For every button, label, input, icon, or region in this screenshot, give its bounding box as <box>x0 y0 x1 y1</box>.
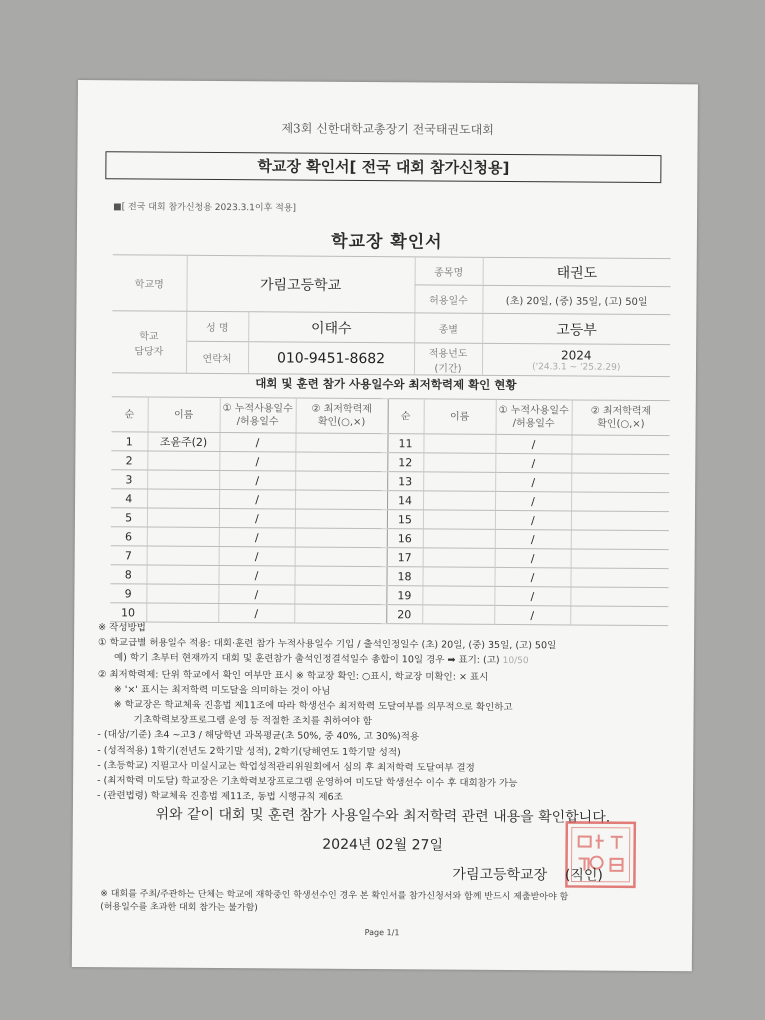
note-4a: ※ 학교장은 학교체육 진흥법 제11조에 따라 학생선수 최저학력 도달여부를 의무적으로 확인하고 <box>113 699 513 714</box>
student-name <box>147 470 219 490</box>
school-name: 가림고등학교 <box>186 255 414 313</box>
days-used: / <box>494 567 570 587</box>
row-number: 5 <box>111 508 147 527</box>
header-days-right-line2: /허용일수 <box>512 418 555 430</box>
row-number: 11 <box>387 434 423 453</box>
days-used: / <box>495 548 571 568</box>
contact-label-line1: 학교 <box>139 330 159 343</box>
name-label: 성 명 <box>186 311 248 341</box>
name-value: 이태수 <box>248 312 414 343</box>
grade-check <box>571 549 669 569</box>
category-value: 고등부 <box>482 313 670 344</box>
student-name <box>422 605 494 625</box>
grade-check <box>295 433 387 453</box>
school-info-table <box>112 254 671 377</box>
days-used: / <box>495 472 571 492</box>
contact-label <box>112 311 186 374</box>
days-used: / <box>219 546 295 566</box>
row-number: 8 <box>110 565 146 584</box>
table-body <box>110 432 669 626</box>
grade-check <box>571 454 669 474</box>
notes-heading: ※ 작성방법 <box>98 622 146 634</box>
student-name <box>147 546 219 566</box>
note-1b-text: 예) 학기 초부터 현재까지 대회 및 훈련참가 출석인정결석일수 총합이 10일 경우 ➡ 표기: (고) <box>113 652 500 667</box>
footer-line-2: (허용일수를 초과한 대회 참가는 불가함) <box>100 902 258 914</box>
row-number: 2 <box>111 451 147 470</box>
header-grade-line2: 확인(○,×) <box>317 416 366 429</box>
footer-line-1: ※ 대회를 주최/주관하는 단체는 학교에 재학중인 학생선수인 경우 본 확인서를 참가신청서와 함께 반드시 제출받아야 함 <box>100 889 569 903</box>
row-number: 12 <box>387 453 423 472</box>
student-name <box>147 489 219 509</box>
grade-check <box>295 509 387 529</box>
row-number: 7 <box>111 546 147 565</box>
student-name <box>147 451 219 471</box>
table-header <box>112 397 670 436</box>
row-number: 20 <box>386 605 422 624</box>
signer-name: 가림고등학교장 <box>452 866 548 884</box>
days-used: / <box>219 527 295 547</box>
days-used: / <box>219 508 295 528</box>
note-7: - (초등학교) 지필고사 미실시교는 학업성적관리위원회에서 심의 후 최저학력 도달여부 결정 <box>97 759 475 774</box>
header-name: 이름 <box>148 397 220 433</box>
row-number: 18 <box>386 567 422 586</box>
grade-check <box>295 452 387 472</box>
row-number: 14 <box>387 491 423 510</box>
student-name <box>423 491 495 511</box>
days-used: / <box>219 451 295 471</box>
student-name <box>423 548 495 568</box>
year-label-line2: (기간) <box>434 362 462 375</box>
grade-check <box>294 566 386 586</box>
note-3: ※ '×' 표시는 최저학력 미도달을 의미하는 것이 아님 <box>113 684 331 697</box>
days-used: / <box>495 510 571 530</box>
student-name <box>423 529 495 549</box>
grade-check <box>571 473 669 493</box>
category-label: 종별 <box>414 313 482 343</box>
event-label: 종목명 <box>415 257 483 285</box>
application-note: ■[ 전국 대회 참가신청용 2023.3.1이후 적용] <box>113 202 297 214</box>
grade-check <box>571 511 669 531</box>
row-number: 13 <box>387 472 423 491</box>
header-grade-right-line1: ② 최저학력제 <box>590 405 652 418</box>
note-5: - (대상/기준) 초4 ~고3 / 해당학년 과목평균(초 50%, 중 40%, 고 30%)적용 <box>97 729 420 743</box>
signer <box>452 864 603 885</box>
row-number: 17 <box>387 548 423 567</box>
year-label <box>414 343 482 375</box>
phone-label: 연락처 <box>186 341 248 373</box>
row-number: 3 <box>111 470 147 489</box>
header-grade-right <box>572 400 670 436</box>
header-days-right <box>496 399 572 435</box>
note-2: ② 최저학력제: 단위 학교에서 확인 여부만 표시 ※ 학교장 확인: ○표시, 학교장 미확인: × 표시 <box>97 668 489 683</box>
student-name: 조윤주(2) <box>147 432 219 452</box>
row-number: 1 <box>111 432 147 451</box>
days-used: / <box>495 453 571 473</box>
header-days <box>220 397 296 433</box>
contact-label-line2: 담당자 <box>134 345 164 358</box>
student-name <box>423 472 495 492</box>
grade-check <box>295 528 387 548</box>
form-title: 학교장 확인서[ 전국 대회 참가신청용] <box>105 151 661 183</box>
year-period: ('24.3.1 ~ '25.2.29) <box>532 361 621 373</box>
footer-note <box>100 888 680 918</box>
allowed-days: (초) 20일, (중) 35일, (고) 50일 <box>482 285 670 314</box>
student-name <box>423 434 495 454</box>
student-name <box>147 508 219 528</box>
header-no-right: 순 <box>388 399 424 434</box>
days-used: / <box>218 565 294 585</box>
year-value: 2024 <box>561 347 592 363</box>
instructions <box>97 620 678 807</box>
school-label: 학교명 <box>112 255 186 312</box>
phone-value: 010-9451-8682 <box>248 342 414 375</box>
note-4b: 기초학력보장프로그램 운영 등 적절한 조치를 취하여야 함 <box>133 714 372 728</box>
grade-check <box>571 492 669 512</box>
note-6: - (성적적용) 1학기(전년도 2학기말 성적), 2학기(당해연도 1학기말 성적) <box>97 744 401 758</box>
student-name <box>146 565 218 585</box>
header-days-right-line1: ① 누적사용일수 <box>498 404 569 417</box>
note-8: - (최저학력 미도달) 학교장은 기초학력보장프로그램 운영하여 미도달 학생선수 이수 후 대회참가 가능 <box>97 775 518 790</box>
grade-check <box>570 568 668 588</box>
participant-table <box>110 396 670 626</box>
grade-check <box>295 471 387 491</box>
student-name <box>423 510 495 530</box>
student-name <box>147 527 219 547</box>
header-grade-line1: ② 최저학력제 <box>311 403 372 416</box>
document-page <box>72 80 698 971</box>
header-days-line1: ① 누적사용일수 <box>222 403 293 415</box>
days-used: / <box>218 603 294 623</box>
student-name <box>422 586 494 606</box>
grade-check <box>571 530 669 550</box>
header-grade-right-line2: 확인(○,×) <box>597 418 645 430</box>
grade-check <box>295 547 387 567</box>
page-number: Page 1/1 <box>364 928 400 938</box>
days-used: / <box>495 529 571 549</box>
note-1a: ① 학교급별 허용일수 적용: 대회·훈련 참가 누적사용일수 기입 / 출석인정일수 (초) 20일, (중) 35일, (고) 50일 <box>98 637 557 652</box>
days-used: / <box>494 605 570 625</box>
header-name-right: 이름 <box>424 399 496 435</box>
note-1b-example: 10/50 <box>502 656 529 667</box>
days-used: / <box>495 491 571 511</box>
grade-check <box>571 435 669 455</box>
issue-date: 2024년 02월 27일 <box>322 836 444 854</box>
row-number: 9 <box>110 584 146 603</box>
seal-note: (직인) <box>564 867 603 884</box>
header-days-line2: /허용일수 <box>236 416 279 428</box>
section-title: 대회 및 훈련 참가 사용일수와 최저학력제 확인 현황 <box>255 376 517 393</box>
days-used: / <box>495 434 571 454</box>
year-label-line1: 적용년도 <box>428 347 468 360</box>
days-used: / <box>219 432 295 452</box>
confirmation-statement: 위와 같이 대회 및 훈련 참가 사용일수와 최저학력 관련 내용을 확인합니다. <box>155 806 611 826</box>
days-used: / <box>219 489 295 509</box>
grade-check <box>294 585 386 605</box>
main-title: 학교장 확인서 <box>331 231 443 253</box>
note-9: - (관련법령) 학교체육 진흥법 제11조, 동법 시행규칙 제6조 <box>96 790 343 804</box>
row-number: 10 <box>110 603 146 622</box>
year-cell <box>482 343 670 376</box>
row-number: 15 <box>387 510 423 529</box>
row-number: 19 <box>386 586 422 605</box>
grade-check <box>295 490 387 510</box>
days-used: / <box>494 586 570 606</box>
row-number: 4 <box>111 489 147 508</box>
allowed-days-label: 허용일수 <box>414 285 482 313</box>
days-used: / <box>219 470 295 490</box>
row-number: 16 <box>387 529 423 548</box>
header-no: 순 <box>112 397 148 432</box>
days-used: / <box>218 584 294 604</box>
student-name <box>146 584 218 604</box>
row-number: 6 <box>111 527 147 546</box>
grade-check <box>570 587 668 607</box>
student-name <box>423 453 495 473</box>
contest-name: 제3회 신한대학교총장기 전국태권도대회 <box>281 121 494 137</box>
header-grade <box>296 398 388 434</box>
student-name <box>422 567 494 587</box>
event-name: 태권도 <box>483 257 671 286</box>
student-name <box>146 603 218 623</box>
